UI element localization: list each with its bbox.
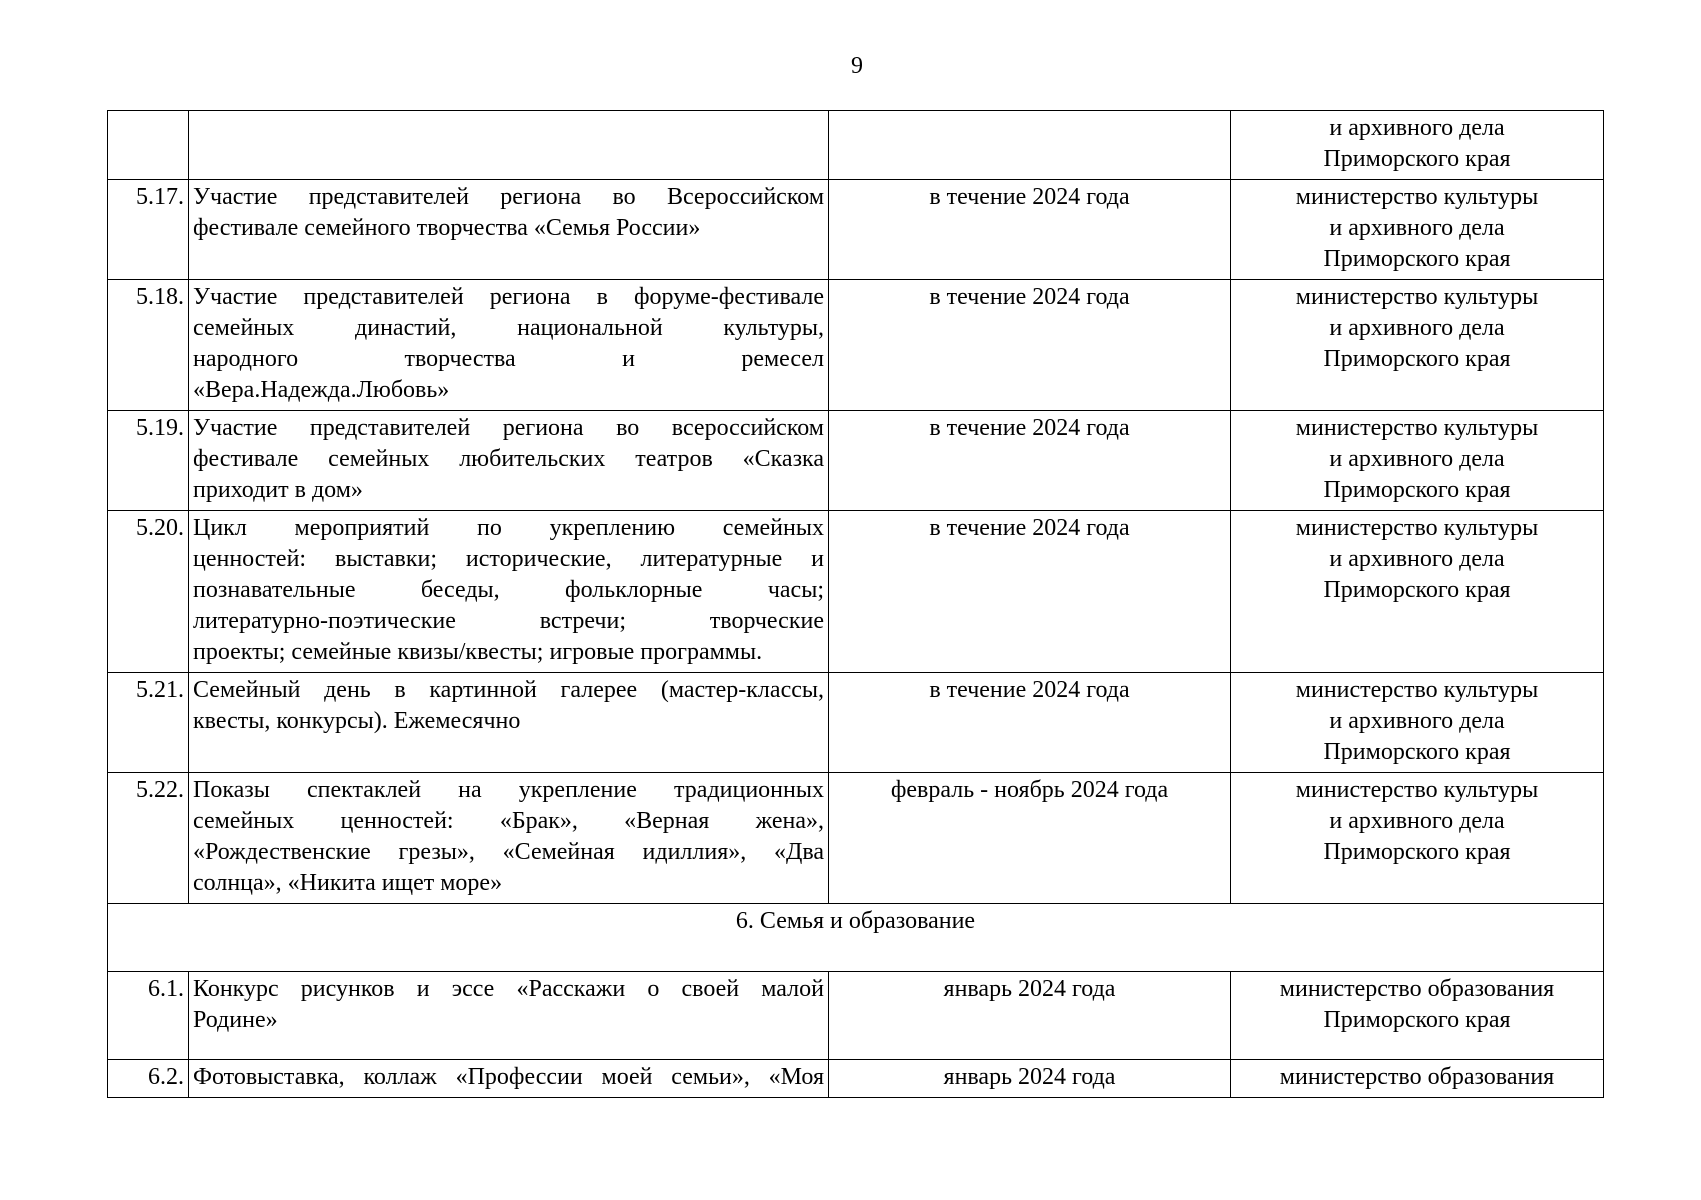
responsible-line: и архивного дела: [1329, 708, 1505, 734]
row-number: 6.2.: [108, 1060, 189, 1098]
description-line: Участие представителей региона в форуме-фестивале: [193, 284, 824, 310]
table-row: [108, 1060, 1604, 1098]
responsible-line: и архивного дела: [1329, 215, 1505, 241]
row-date: в течение 2024 года: [829, 280, 1231, 411]
cell-date: [829, 111, 1231, 180]
responsible-line: Приморского края: [1323, 739, 1511, 765]
description-line: ценностей: выставки; исторические, литературные и: [193, 546, 824, 572]
description-line: Фотовыставка, коллаж «Профессии моей семьи», «Моя: [193, 1064, 824, 1090]
responsible-line: Приморского края: [1323, 146, 1511, 172]
row-number: 5.20.: [108, 511, 189, 673]
description-line: народного творчества и ремесел: [193, 346, 824, 372]
responsible-line: и архивного дела: [1329, 546, 1505, 572]
responsible-line: министерство культуры: [1295, 284, 1539, 310]
responsible-line: и архивного дела: [1329, 446, 1505, 472]
description-line: Цикл мероприятий по укреплению семейных: [193, 515, 824, 541]
table-row-continuation: [108, 111, 1604, 180]
row-number: 5.19.: [108, 411, 189, 511]
responsible-line: министерство культуры: [1295, 677, 1539, 703]
description-line: квесты, конкурсы). Ежемесячно: [193, 708, 521, 734]
table-row: [108, 773, 1604, 904]
row-description: [189, 511, 829, 673]
responsible-line: и архивного дела: [1329, 315, 1505, 341]
description-line: семейных ценностей: «Брак», «Верная жена»,: [193, 808, 824, 834]
row-responsible: [1231, 511, 1604, 673]
description-line: Конкурс рисунков и эссе «Расскажи о своей малой: [193, 976, 824, 1002]
description-line: Участие представителей региона во Всероссийском: [193, 184, 824, 210]
row-description: [189, 180, 829, 280]
plan-table: [107, 110, 1604, 1098]
responsible-line: Приморского края: [1323, 839, 1511, 865]
section-heading: 6. Семья и образование: [108, 904, 1604, 972]
responsible-line: министерство культуры: [1295, 777, 1539, 803]
description-line: Показы спектаклей на укрепление традиционных: [193, 777, 824, 803]
cell-num: [108, 111, 189, 180]
table-row: [108, 673, 1604, 773]
description-line: солнца», «Никита ищет море»: [193, 870, 503, 896]
responsible-line: и архивного дела: [1329, 808, 1505, 834]
cell-text: [189, 111, 829, 180]
responsible-line: министерство образования: [1279, 976, 1555, 1002]
description-line: «Вера.Надежда.Любовь»: [193, 377, 450, 403]
cell-responsible: [1231, 111, 1604, 180]
responsible-line: и архивного дела: [1329, 115, 1505, 141]
description-line: «Рождественские грезы», «Семейная идиллия», «Два: [193, 839, 824, 865]
table-row: [108, 511, 1604, 673]
responsible-line: министерство культуры: [1295, 415, 1539, 441]
row-number: 5.18.: [108, 280, 189, 411]
responsible-line: Приморского края: [1323, 577, 1511, 603]
row-responsible: [1231, 773, 1604, 904]
responsible-line: Приморского края: [1323, 246, 1511, 272]
responsible-line: Приморского края: [1323, 477, 1511, 503]
row-responsible: [1231, 972, 1604, 1060]
description-line: Семейный день в картинной галерее (мастер-классы,: [193, 677, 824, 703]
responsible-line: министерство образования: [1279, 1064, 1555, 1090]
responsible-line: министерство культуры: [1295, 184, 1539, 210]
row-responsible: [1231, 180, 1604, 280]
responsible-line: Приморского края: [1323, 346, 1511, 372]
row-number: 5.22.: [108, 773, 189, 904]
responsible-line: министерство культуры: [1295, 515, 1539, 541]
row-description: [189, 773, 829, 904]
row-description: [189, 1060, 829, 1098]
row-number: 6.1.: [108, 972, 189, 1060]
row-date: в течение 2024 года: [829, 511, 1231, 673]
row-date: январь 2024 года: [829, 1060, 1231, 1098]
table-row: [108, 972, 1604, 1060]
description-line: приходит в дом»: [193, 477, 363, 503]
description-line: фестивале семейного творчества «Семья России»: [193, 215, 701, 241]
description-line: Участие представителей региона во всероссийском: [193, 415, 824, 441]
row-description: [189, 411, 829, 511]
row-responsible: [1231, 1060, 1604, 1098]
table-row: [108, 280, 1604, 411]
description-line: познавательные беседы, фольклорные часы;: [193, 577, 824, 603]
description-line: проекты; семейные квизы/квесты; игровые программы.: [193, 639, 763, 665]
row-responsible: [1231, 673, 1604, 773]
row-description: [189, 280, 829, 411]
row-description: [189, 673, 829, 773]
section-row: [108, 904, 1604, 972]
page-number: 9: [851, 53, 863, 79]
row-responsible: [1231, 280, 1604, 411]
row-date: январь 2024 года: [829, 972, 1231, 1060]
table-row: [108, 411, 1604, 511]
row-date: в течение 2024 года: [829, 180, 1231, 280]
row-date: в течение 2024 года: [829, 411, 1231, 511]
table-row: [108, 180, 1604, 280]
row-number: 5.21.: [108, 673, 189, 773]
row-responsible: [1231, 411, 1604, 511]
responsible-line: Приморского края: [1323, 1007, 1511, 1033]
row-date: февраль - ноябрь 2024 года: [829, 773, 1231, 904]
row-description: [189, 972, 829, 1060]
row-date: в течение 2024 года: [829, 673, 1231, 773]
description-line: фестивале семейных любительских театров «Сказка: [193, 446, 824, 472]
description-line: литературно-поэтические встречи; творческие: [193, 608, 824, 634]
description-line: семейных династий, национальной культуры,: [193, 315, 824, 341]
description-line: Родине»: [193, 1007, 278, 1033]
row-number: 5.17.: [108, 180, 189, 280]
